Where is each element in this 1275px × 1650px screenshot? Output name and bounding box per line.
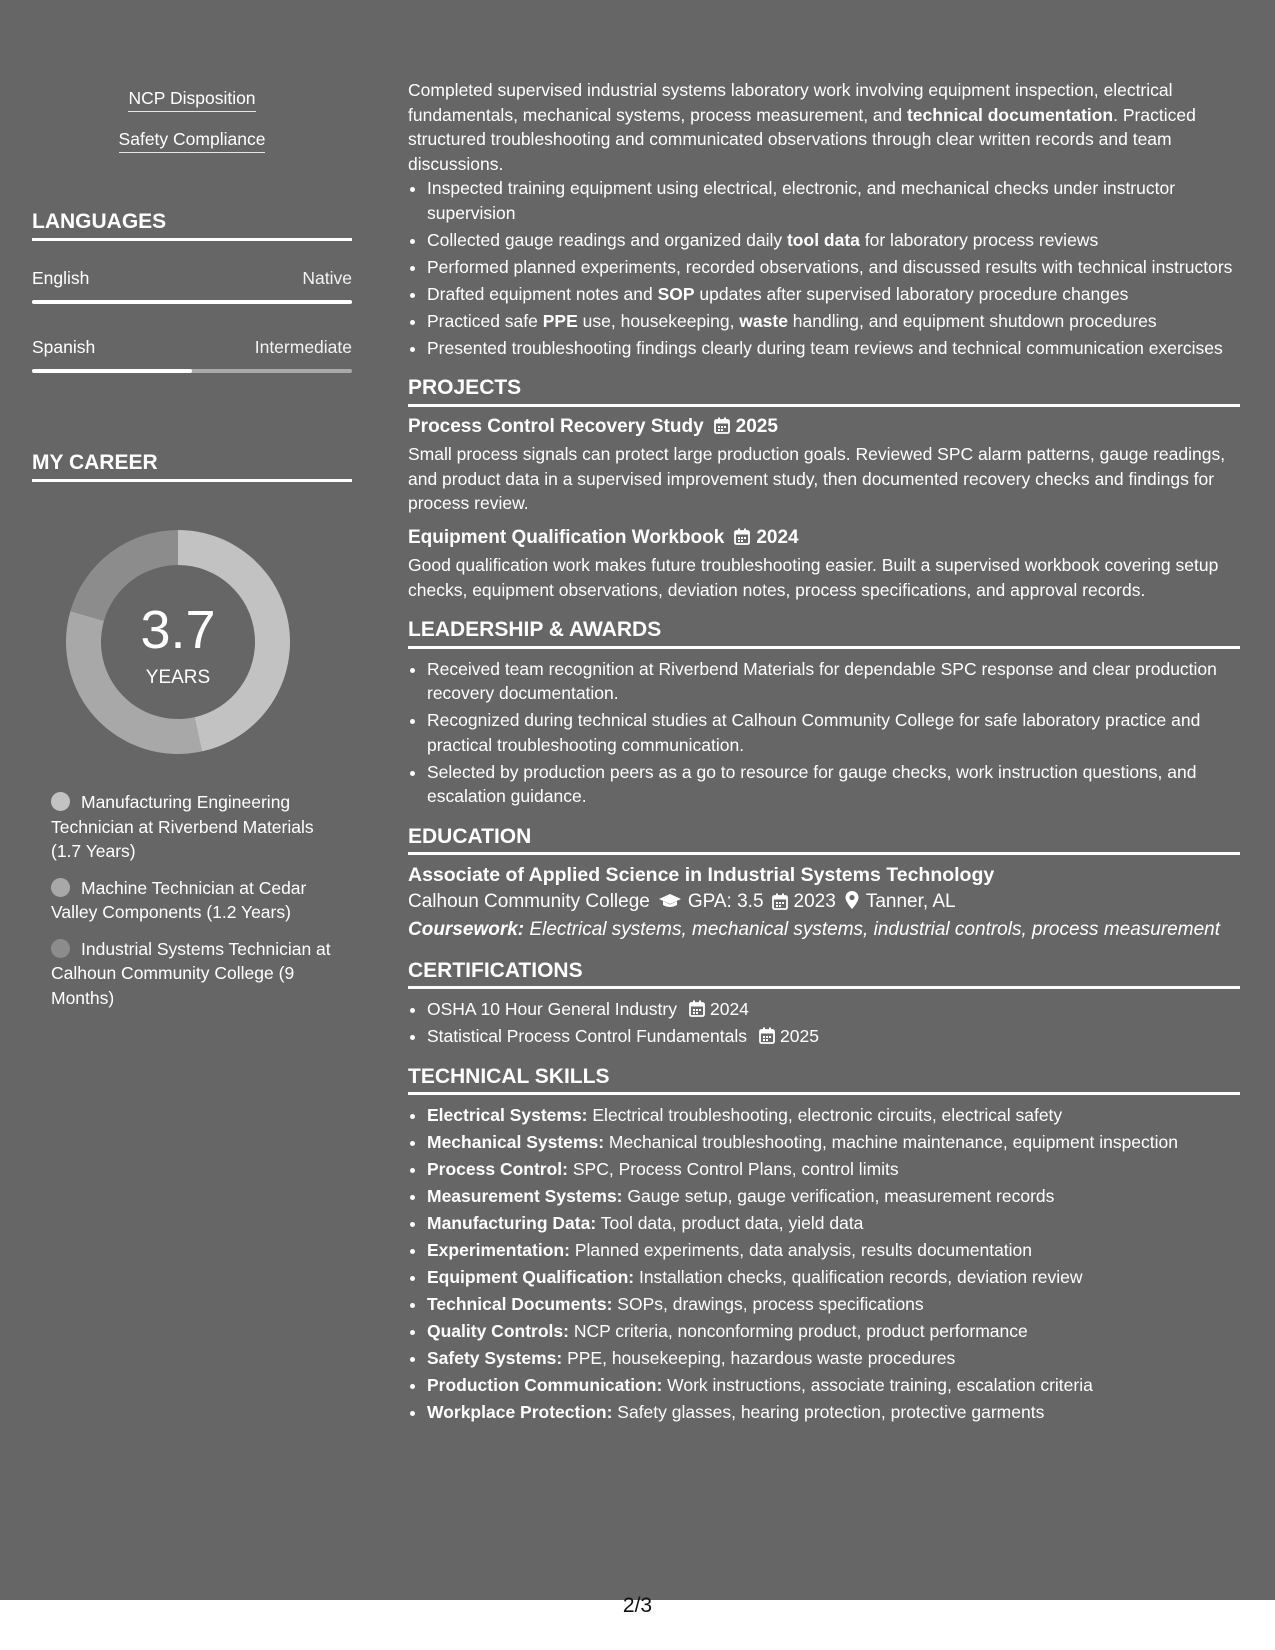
sidebar <box>32 0 352 1008</box>
bullet-text: Inspected training equipment using electrical, electronic, and mechanical checks under instructor supervision <box>427 178 1176 223</box>
certification-item <box>427 1024 1240 1049</box>
tag-ncp-disposition: NCP Disposition <box>128 88 255 112</box>
calendar-icon <box>772 893 788 910</box>
skill-value: SPC, Process Control Plans, control limits <box>568 1159 899 1179</box>
page-number: 2/3 <box>622 1594 653 1617</box>
skills-heading: TECHNICAL SKILLS <box>408 1065 1240 1096</box>
skill-item <box>427 1346 1240 1371</box>
career-dot-icon <box>51 878 70 897</box>
skill-value: NCP criteria, nonconforming product, product performance <box>568 1321 1028 1341</box>
project-name: Process Control Recovery Study <box>408 415 704 437</box>
school-location: Tanner, AL <box>865 890 956 912</box>
bullet-text: Presented troubleshooting findings clearly during team reviews and technical communication exercises <box>427 337 1223 358</box>
skill-label: Workplace Protection: <box>427 1402 613 1422</box>
career-item-text: Manufacturing Engineering Technician at Riverbend Materials (1.7 Years) <box>51 792 314 861</box>
career-dot-icon <box>51 792 70 811</box>
skill-label: Equipment Qualification: <box>427 1267 635 1287</box>
skill-label: Electrical Systems: <box>427 1105 588 1125</box>
bullet-bold: SOP <box>657 283 695 304</box>
bullet-text: use, housekeeping, <box>577 310 740 331</box>
career-dot-icon <box>51 939 70 958</box>
skill-item <box>427 1400 1240 1425</box>
skill-item <box>427 1265 1240 1290</box>
skill-value: Installation checks, qualification records, deviation review <box>634 1267 1083 1287</box>
language-row <box>32 337 352 358</box>
experience-bullet <box>427 255 1240 280</box>
skill-value: SOPs, drawings, process specifications <box>612 1294 924 1314</box>
project-description: Good qualification work makes future troubleshooting easier. Built a supervised workbook covering setup checks, equipment observations, deviation notes, process specifications, and approval records. <box>408 555 1219 600</box>
bullet-text: Drafted equipment notes and <box>427 283 658 304</box>
experience-bullet <box>427 228 1240 253</box>
language-proficiency-bar <box>32 300 352 304</box>
language-level: Native <box>302 268 352 288</box>
summary-text: Completed supervised industrial systems laboratory work involving equipment inspection, electrical fundamentals, mechanical systems, process measurement, and <box>408 80 1173 125</box>
experience-bullet <box>427 282 1240 307</box>
career-item <box>51 876 341 925</box>
leadership-item: • Received team recognition at Riverbend Materials for dependable SPC response and clear production recovery documentation. <box>427 657 1240 706</box>
skill-item <box>427 1292 1240 1317</box>
bullet-text: Performed planned experiments, recorded observations, and discussed results with technical instructors <box>427 256 1233 277</box>
language-proficiency-fill <box>32 369 192 373</box>
degree-title: Associate of Applied Science in Industrial Systems Technology <box>408 864 995 886</box>
leadership-item: • Selected by production peers as a go to resource for gauge checks, work instruction questions, and escalation guidance. <box>427 760 1240 809</box>
experience-bullet <box>427 309 1240 334</box>
skill-item <box>427 1373 1240 1398</box>
bullet-text: handling, and equipment shutdown procedures <box>787 310 1157 331</box>
skill-label: Quality Controls: <box>427 1321 569 1341</box>
language-name: English <box>32 268 90 288</box>
main-content <box>408 78 1240 1427</box>
bullet-text: for laboratory process reviews <box>859 229 1099 250</box>
experience-bullet <box>427 176 1240 225</box>
certifications-list <box>408 997 1240 1049</box>
skill-item <box>427 1211 1240 1236</box>
calendar-icon <box>759 1027 775 1044</box>
school-name: Calhoun Community College <box>408 890 650 912</box>
skill-label: Process Control: <box>427 1159 568 1179</box>
language-name: Spanish <box>32 337 96 357</box>
skill-value: Electrical troubleshooting, electronic circuits, electrical safety <box>587 1105 1063 1125</box>
career-list <box>51 790 341 1022</box>
tag-safety-compliance: Safety Compliance <box>119 129 266 153</box>
skill-label: Measurement Systems: <box>427 1186 623 1206</box>
bullet-bold: tool data <box>786 229 860 250</box>
coursework-text: Electrical systems, mechanical systems, industrial controls, process measurement <box>524 919 1220 940</box>
bullet-bold: waste <box>739 310 788 331</box>
skill-item <box>427 1238 1240 1263</box>
bullet-bold: PPE <box>542 310 578 331</box>
languages-heading: LANGUAGES <box>32 210 352 241</box>
skill-value: Work instructions, associate training, escalation criteria <box>662 1375 1093 1395</box>
certification-name: Statistical Process Control Fundamentals <box>427 1026 747 1046</box>
career-unit: YEARS <box>145 667 211 688</box>
certification-year: 2025 <box>780 1026 819 1046</box>
gpa: GPA: 3.5 <box>687 890 764 912</box>
project-description: Small process signals can protect large production goals. Reviewed SPC alarm patterns, gauge readings, and product data in a supervised improvement study, then documented recovery checks and findings for process review. <box>408 444 1226 513</box>
skill-value: Gauge setup, gauge verification, measurement records <box>622 1186 1055 1206</box>
skill-value: PPE, housekeeping, hazardous waste procedures <box>562 1348 956 1368</box>
career-item-text: Machine Technician at Cedar Valley Components (1.2 Years) <box>51 877 307 922</box>
education-heading: EDUCATION <box>408 825 1240 856</box>
leadership-list <box>408 657 1240 809</box>
education-meta <box>408 890 1240 915</box>
skill-label: Experimentation: <box>427 1240 570 1260</box>
skills-list <box>408 1103 1240 1425</box>
skill-item <box>427 1319 1240 1344</box>
skill-label: Technical Documents: <box>427 1294 613 1314</box>
certification-name: OSHA 10 Hour General Industry <box>427 999 677 1019</box>
language-row <box>32 268 352 289</box>
experience-summary <box>408 78 1240 176</box>
project-title-row <box>408 526 1240 551</box>
career-item <box>51 937 341 1011</box>
skill-label: Production Communication: <box>427 1375 663 1395</box>
skill-item <box>427 1157 1240 1182</box>
calendar-icon <box>689 1000 705 1017</box>
skill-item <box>427 1130 1240 1155</box>
career-total: 3.7 <box>140 600 216 660</box>
career-donut-chart <box>66 530 290 754</box>
coursework <box>408 918 1240 943</box>
summary-text: . Practiced structured troubleshooting and communicated observations through clear written records and team discussions. <box>408 104 1196 174</box>
calendar-icon <box>714 417 730 434</box>
skill-label: Mechanical Systems: <box>427 1132 605 1152</box>
skill-item <box>427 1103 1240 1128</box>
certification-year: 2024 <box>709 999 749 1019</box>
location-pin-icon <box>844 890 860 910</box>
bullet-text: Collected gauge readings and organized daily <box>427 229 787 250</box>
skill-item <box>427 1184 1240 1209</box>
career-item-text: Industrial Systems Technician at Calhoun Community College (9 Months) <box>51 938 331 1008</box>
project-year: 2025 <box>735 415 778 437</box>
language-proficiency-bar <box>32 369 352 373</box>
language-level: Intermediate <box>254 337 352 357</box>
graduation-cap-icon <box>658 892 682 910</box>
leadership-heading: LEADERSHIP & AWARDS <box>408 618 1240 649</box>
projects-heading: PROJECTS <box>408 376 1240 407</box>
summary-bold: technical documentation <box>906 104 1114 125</box>
graduation-year: 2023 <box>793 890 836 912</box>
skill-value: Mechanical troubleshooting, machine maintenance, equipment inspection <box>604 1132 1178 1152</box>
project-year: 2024 <box>756 526 799 548</box>
project-entry <box>408 526 1240 603</box>
project-title-row <box>408 415 1240 440</box>
leadership-item: • Recognized during technical studies at Calhoun Community College for safe laboratory practice and practical troubleshooting communication. <box>427 708 1240 757</box>
career-heading: MY CAREER <box>32 451 352 482</box>
skill-value: Safety glasses, hearing protection, protective garments <box>612 1402 1045 1422</box>
experience-bullets <box>408 176 1240 360</box>
language-proficiency-fill <box>32 300 352 304</box>
coursework-label: Coursework: <box>408 919 525 940</box>
career-item <box>51 790 341 864</box>
skill-label: Manufacturing Data: <box>427 1213 597 1233</box>
skill-value: Tool data, product data, yield data <box>596 1213 864 1233</box>
experience-bullet <box>427 336 1240 361</box>
bullet-text: Practiced safe <box>427 310 543 331</box>
project-name: Equipment Qualification Workbook <box>408 526 725 548</box>
certification-item <box>427 997 1240 1022</box>
calendar-icon <box>734 528 750 545</box>
bullet-text: updates after supervised laboratory procedure changes <box>694 283 1129 304</box>
skill-value: Planned experiments, data analysis, results documentation <box>569 1240 1033 1260</box>
project-entry <box>408 415 1240 516</box>
certifications-heading: CERTIFICATIONS <box>408 959 1240 990</box>
skill-label: Safety Systems: <box>427 1348 563 1368</box>
